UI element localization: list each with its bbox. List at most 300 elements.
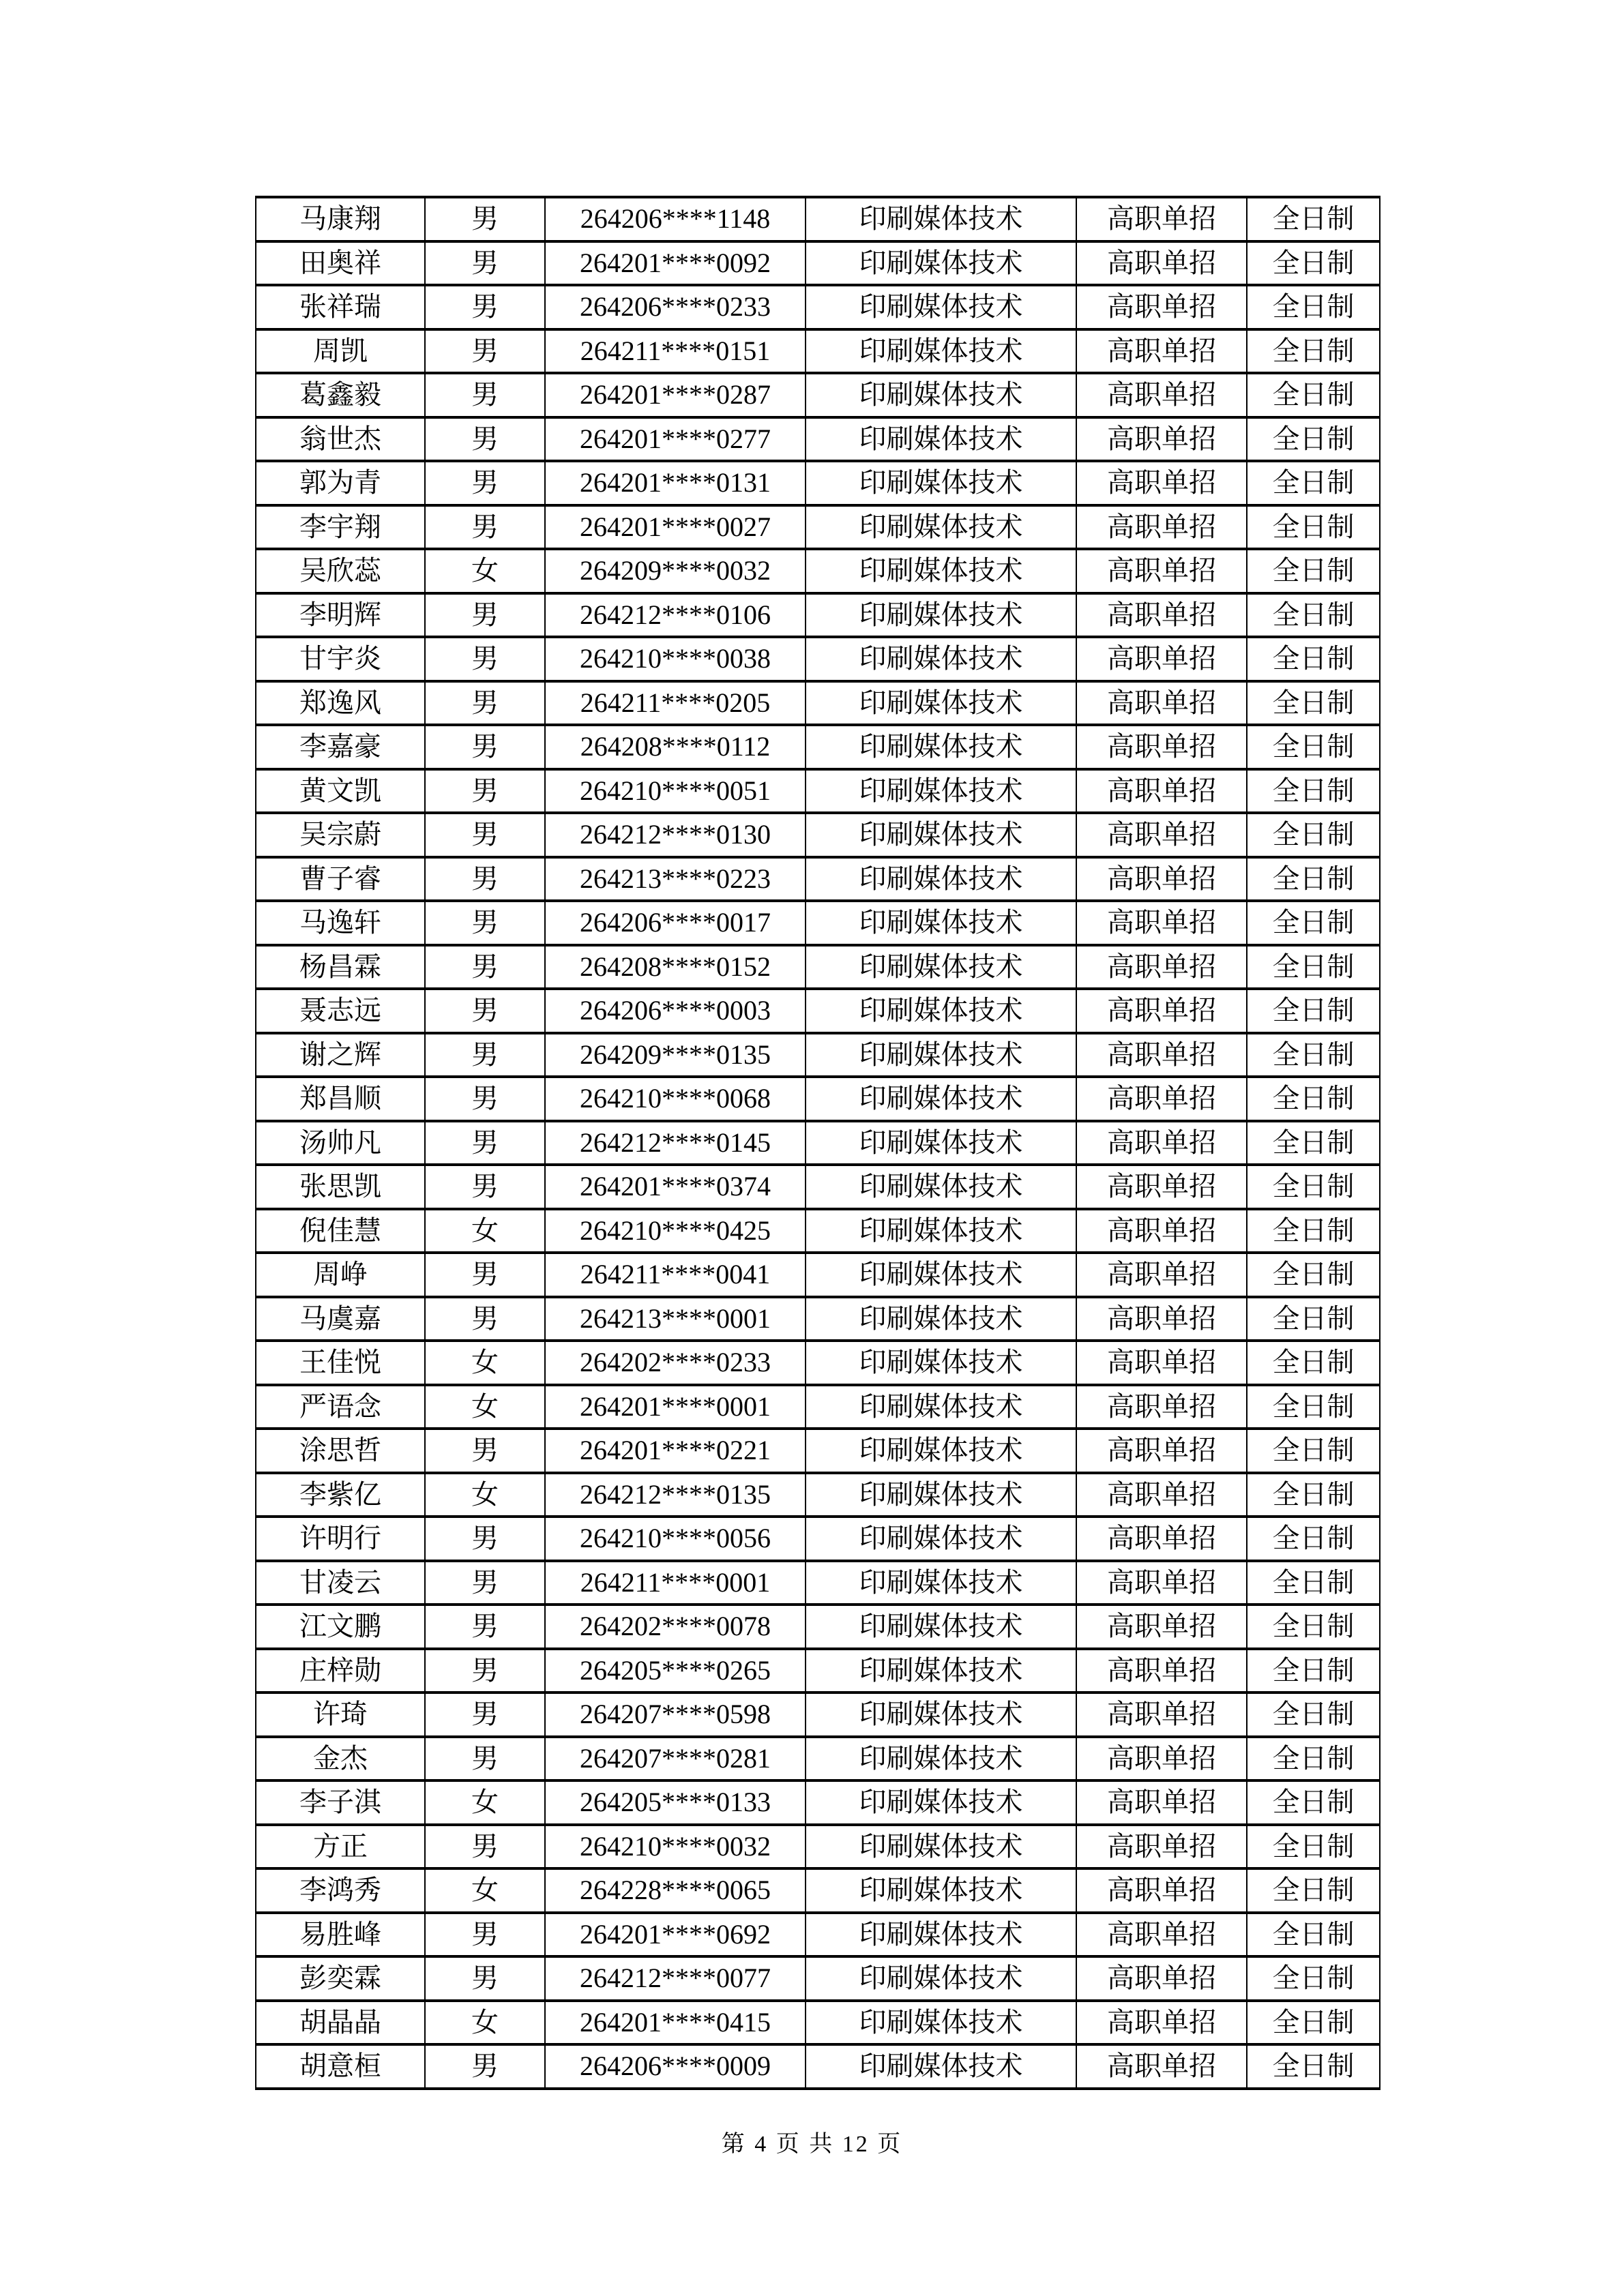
cell-admission-type: 高职单招: [1076, 637, 1247, 681]
cell-major: 印刷媒体技术: [806, 417, 1076, 462]
cell-gender: 男: [425, 1121, 545, 1165]
cell-admission-type: 高职单招: [1076, 2044, 1247, 2089]
cell-gender: 男: [425, 197, 545, 241]
cell-admission-type: 高职单招: [1076, 769, 1247, 814]
cell-major: 印刷媒体技术: [806, 945, 1076, 989]
cell-admission-type: 高职单招: [1076, 1693, 1247, 1737]
cell-study-mode: 全日制: [1247, 945, 1380, 989]
cell-major: 印刷媒体技术: [806, 2001, 1076, 2045]
cell-name: 李嘉豪: [256, 725, 425, 769]
cell-major: 印刷媒体技术: [806, 1780, 1076, 1825]
cell-admission-type: 高职单招: [1076, 241, 1247, 286]
cell-study-mode: 全日制: [1247, 1429, 1380, 1473]
table-row: [256, 1473, 1380, 1517]
cell-name: 严语念: [256, 1385, 425, 1429]
cell-gender: 男: [425, 593, 545, 638]
cell-major: 印刷媒体技术: [806, 505, 1076, 550]
cell-study-mode: 全日制: [1247, 1033, 1380, 1077]
cell-id-number: 264212****0145: [545, 1121, 806, 1165]
cell-name: 李鸿秀: [256, 1868, 425, 1913]
table-row: [256, 901, 1380, 945]
cell-id-number: 264206****0003: [545, 989, 806, 1033]
cell-admission-type: 高职单招: [1076, 1825, 1247, 1869]
cell-admission-type: 高职单招: [1076, 373, 1247, 417]
cell-major: 印刷媒体技术: [806, 857, 1076, 901]
cell-id-number: 264201****0001: [545, 1385, 806, 1429]
cell-gender: 男: [425, 1429, 545, 1473]
cell-gender: 女: [425, 1780, 545, 1825]
cell-name: 彭奕霖: [256, 1956, 425, 2001]
cell-study-mode: 全日制: [1247, 681, 1380, 726]
cell-id-number: 264201****0027: [545, 505, 806, 550]
cell-major: 印刷媒体技术: [806, 549, 1076, 593]
cell-study-mode: 全日制: [1247, 2001, 1380, 2045]
cell-admission-type: 高职单招: [1076, 945, 1247, 989]
cell-gender: 男: [425, 1033, 545, 1077]
cell-id-number: 264205****0265: [545, 1649, 806, 1693]
table-row: [256, 681, 1380, 726]
table-row: [256, 1253, 1380, 1297]
cell-admission-type: 高职单招: [1076, 1780, 1247, 1825]
cell-admission-type: 高职单招: [1076, 1033, 1247, 1077]
cell-gender: 女: [425, 1473, 545, 1517]
cell-gender: 男: [425, 945, 545, 989]
table-row: [256, 1605, 1380, 1649]
cell-id-number: 264210****0056: [545, 1517, 806, 1561]
cell-gender: 女: [425, 1341, 545, 1385]
cell-gender: 男: [425, 857, 545, 901]
cell-gender: 男: [425, 769, 545, 814]
cell-gender: 女: [425, 549, 545, 593]
cell-id-number: 264201****0277: [545, 417, 806, 462]
cell-id-number: 264208****0112: [545, 725, 806, 769]
cell-name: 黄文凯: [256, 769, 425, 814]
cell-admission-type: 高职单招: [1076, 901, 1247, 945]
cell-name: 倪佳慧: [256, 1209, 425, 1253]
cell-gender: 男: [425, 1737, 545, 1781]
cell-gender: 男: [425, 1297, 545, 1341]
cell-id-number: 264206****0233: [545, 285, 806, 329]
cell-study-mode: 全日制: [1247, 549, 1380, 593]
cell-admission-type: 高职单招: [1076, 197, 1247, 241]
cell-admission-type: 高职单招: [1076, 1121, 1247, 1165]
cell-id-number: 264206****0017: [545, 901, 806, 945]
cell-study-mode: 全日制: [1247, 593, 1380, 638]
cell-name: 吴欣蕊: [256, 549, 425, 593]
cell-admission-type: 高职单招: [1076, 549, 1247, 593]
cell-major: 印刷媒体技术: [806, 1033, 1076, 1077]
cell-admission-type: 高职单招: [1076, 1209, 1247, 1253]
table-row: [256, 637, 1380, 681]
cell-study-mode: 全日制: [1247, 769, 1380, 814]
cell-major: 印刷媒体技术: [806, 989, 1076, 1033]
cell-study-mode: 全日制: [1247, 813, 1380, 857]
cell-name: 许明行: [256, 1517, 425, 1561]
cell-study-mode: 全日制: [1247, 1253, 1380, 1297]
cell-study-mode: 全日制: [1247, 1165, 1380, 1209]
cell-id-number: 264202****0078: [545, 1605, 806, 1649]
cell-id-number: 264201****0131: [545, 461, 806, 505]
cell-name: 张祥瑞: [256, 285, 425, 329]
cell-major: 印刷媒体技术: [806, 197, 1076, 241]
cell-major: 印刷媒体技术: [806, 681, 1076, 726]
cell-name: 周凯: [256, 329, 425, 374]
cell-id-number: 264206****0009: [545, 2044, 806, 2089]
table-row: [256, 1297, 1380, 1341]
table-row: [256, 329, 1380, 374]
cell-admission-type: 高职单招: [1076, 1649, 1247, 1693]
cell-gender: 男: [425, 1165, 545, 1209]
cell-study-mode: 全日制: [1247, 241, 1380, 286]
cell-gender: 男: [425, 681, 545, 726]
table-row: [256, 549, 1380, 593]
cell-id-number: 264211****0041: [545, 1253, 806, 1297]
cell-id-number: 264207****0281: [545, 1737, 806, 1781]
cell-admission-type: 高职单招: [1076, 1297, 1247, 1341]
cell-admission-type: 高职单招: [1076, 285, 1247, 329]
table-row: [256, 1077, 1380, 1121]
cell-name: 涂思哲: [256, 1429, 425, 1473]
cell-id-number: 264228****0065: [545, 1868, 806, 1913]
cell-gender: 男: [425, 1561, 545, 1605]
cell-admission-type: 高职单招: [1076, 681, 1247, 726]
cell-study-mode: 全日制: [1247, 901, 1380, 945]
cell-id-number: 264212****0077: [545, 1956, 806, 2001]
table-row: [256, 197, 1380, 241]
cell-study-mode: 全日制: [1247, 989, 1380, 1033]
table-row: [256, 1825, 1380, 1869]
cell-id-number: 264201****0092: [545, 241, 806, 286]
cell-gender: 男: [425, 1956, 545, 2001]
cell-admission-type: 高职单招: [1076, 813, 1247, 857]
cell-id-number: 264210****0038: [545, 637, 806, 681]
cell-name: 田奥祥: [256, 241, 425, 286]
table-row: [256, 2044, 1380, 2089]
cell-gender: 男: [425, 1913, 545, 1957]
cell-study-mode: 全日制: [1247, 1780, 1380, 1825]
cell-major: 印刷媒体技术: [806, 1077, 1076, 1121]
cell-name: 李宇翔: [256, 505, 425, 550]
cell-major: 印刷媒体技术: [806, 1341, 1076, 1385]
cell-id-number: 264201****0374: [545, 1165, 806, 1209]
table-row: [256, 1385, 1380, 1429]
cell-major: 印刷媒体技术: [806, 813, 1076, 857]
cell-name: 杨昌霖: [256, 945, 425, 989]
cell-name: 甘凌云: [256, 1561, 425, 1605]
cell-major: 印刷媒体技术: [806, 1517, 1076, 1561]
cell-study-mode: 全日制: [1247, 285, 1380, 329]
cell-gender: 男: [425, 901, 545, 945]
cell-name: 胡晶晶: [256, 2001, 425, 2045]
cell-study-mode: 全日制: [1247, 1913, 1380, 1957]
student-roster-table: [255, 196, 1381, 2090]
cell-admission-type: 高职单招: [1076, 329, 1247, 374]
cell-admission-type: 高职单招: [1076, 1737, 1247, 1781]
cell-id-number: 264213****0001: [545, 1297, 806, 1341]
cell-major: 印刷媒体技术: [806, 1561, 1076, 1605]
cell-admission-type: 高职单招: [1076, 857, 1247, 901]
cell-id-number: 264212****0130: [545, 813, 806, 857]
cell-study-mode: 全日制: [1247, 1121, 1380, 1165]
cell-id-number: 264210****0068: [545, 1077, 806, 1121]
cell-id-number: 264201****0221: [545, 1429, 806, 1473]
cell-study-mode: 全日制: [1247, 1693, 1380, 1737]
cell-name: 周峥: [256, 1253, 425, 1297]
cell-major: 印刷媒体技术: [806, 1649, 1076, 1693]
table-row: [256, 1165, 1380, 1209]
cell-gender: 男: [425, 1825, 545, 1869]
cell-name: 郭为青: [256, 461, 425, 505]
cell-admission-type: 高职单招: [1076, 1868, 1247, 1913]
cell-admission-type: 高职单招: [1076, 417, 1247, 462]
cell-major: 印刷媒体技术: [806, 1165, 1076, 1209]
cell-gender: 男: [425, 2044, 545, 2089]
cell-id-number: 264207****0598: [545, 1693, 806, 1737]
cell-name: 甘宇炎: [256, 637, 425, 681]
cell-gender: 男: [425, 989, 545, 1033]
cell-study-mode: 全日制: [1247, 725, 1380, 769]
cell-major: 印刷媒体技术: [806, 1868, 1076, 1913]
cell-study-mode: 全日制: [1247, 1385, 1380, 1429]
table-row: [256, 461, 1380, 505]
cell-name: 马虞嘉: [256, 1297, 425, 1341]
cell-gender: 男: [425, 1517, 545, 1561]
cell-name: 郑逸风: [256, 681, 425, 726]
cell-major: 印刷媒体技术: [806, 725, 1076, 769]
cell-major: 印刷媒体技术: [806, 373, 1076, 417]
cell-name: 李明辉: [256, 593, 425, 638]
cell-major: 印刷媒体技术: [806, 1473, 1076, 1517]
cell-id-number: 264211****0205: [545, 681, 806, 726]
cell-id-number: 264210****0051: [545, 769, 806, 814]
table-row: [256, 1561, 1380, 1605]
cell-name: 易胜峰: [256, 1913, 425, 1957]
cell-major: 印刷媒体技术: [806, 593, 1076, 638]
cell-major: 印刷媒体技术: [806, 637, 1076, 681]
cell-id-number: 264208****0152: [545, 945, 806, 989]
cell-name: 葛鑫毅: [256, 373, 425, 417]
cell-major: 印刷媒体技术: [806, 285, 1076, 329]
table-row: [256, 373, 1380, 417]
cell-id-number: 264201****0692: [545, 1913, 806, 1957]
cell-admission-type: 高职单招: [1076, 461, 1247, 505]
cell-study-mode: 全日制: [1247, 1737, 1380, 1781]
cell-major: 印刷媒体技术: [806, 769, 1076, 814]
cell-study-mode: 全日制: [1247, 197, 1380, 241]
cell-study-mode: 全日制: [1247, 417, 1380, 462]
cell-study-mode: 全日制: [1247, 461, 1380, 505]
table-row: [256, 1737, 1380, 1781]
cell-admission-type: 高职单招: [1076, 1956, 1247, 2001]
cell-admission-type: 高职单招: [1076, 1605, 1247, 1649]
cell-study-mode: 全日制: [1247, 1341, 1380, 1385]
cell-major: 印刷媒体技术: [806, 2044, 1076, 2089]
cell-admission-type: 高职单招: [1076, 1385, 1247, 1429]
table-row: [256, 1956, 1380, 2001]
cell-admission-type: 高职单招: [1076, 1165, 1247, 1209]
cell-gender: 女: [425, 2001, 545, 2045]
table-row: [256, 769, 1380, 814]
cell-study-mode: 全日制: [1247, 1209, 1380, 1253]
cell-admission-type: 高职单招: [1076, 1473, 1247, 1517]
cell-id-number: 264210****0032: [545, 1825, 806, 1869]
cell-gender: 男: [425, 285, 545, 329]
cell-gender: 男: [425, 417, 545, 462]
table-row: [256, 1209, 1380, 1253]
page-number-text: 第 4 页 共 12 页: [721, 2132, 903, 2157]
table-row: [256, 857, 1380, 901]
cell-study-mode: 全日制: [1247, 1561, 1380, 1605]
cell-major: 印刷媒体技术: [806, 1693, 1076, 1737]
table-row: [256, 285, 1380, 329]
cell-gender: 男: [425, 329, 545, 374]
table-row: [256, 813, 1380, 857]
cell-id-number: 264211****0001: [545, 1561, 806, 1605]
cell-id-number: 264209****0032: [545, 549, 806, 593]
cell-name: 江文鹏: [256, 1605, 425, 1649]
table-row: [256, 2001, 1380, 2045]
cell-gender: 男: [425, 1649, 545, 1693]
table-row: [256, 1693, 1380, 1737]
cell-major: 印刷媒体技术: [806, 329, 1076, 374]
cell-major: 印刷媒体技术: [806, 1429, 1076, 1473]
cell-major: 印刷媒体技术: [806, 1121, 1076, 1165]
cell-major: 印刷媒体技术: [806, 1825, 1076, 1869]
cell-study-mode: 全日制: [1247, 1956, 1380, 2001]
table-row: [256, 945, 1380, 989]
cell-gender: 女: [425, 1385, 545, 1429]
cell-name: 张思凯: [256, 1165, 425, 1209]
cell-name: 聂志远: [256, 989, 425, 1033]
table-row: [256, 725, 1380, 769]
cell-major: 印刷媒体技术: [806, 1253, 1076, 1297]
cell-gender: 男: [425, 1693, 545, 1737]
cell-id-number: 264210****0425: [545, 1209, 806, 1253]
cell-study-mode: 全日制: [1247, 1649, 1380, 1693]
table-row: [256, 989, 1380, 1033]
cell-name: 汤帅凡: [256, 1121, 425, 1165]
cell-gender: 男: [425, 813, 545, 857]
cell-major: 印刷媒体技术: [806, 901, 1076, 945]
cell-major: 印刷媒体技术: [806, 1956, 1076, 2001]
cell-id-number: 264212****0135: [545, 1473, 806, 1517]
cell-major: 印刷媒体技术: [806, 241, 1076, 286]
cell-major: 印刷媒体技术: [806, 1605, 1076, 1649]
cell-major: 印刷媒体技术: [806, 461, 1076, 505]
cell-admission-type: 高职单招: [1076, 1429, 1247, 1473]
cell-study-mode: 全日制: [1247, 1605, 1380, 1649]
cell-admission-type: 高职单招: [1076, 1561, 1247, 1605]
cell-gender: 男: [425, 1253, 545, 1297]
table-row: [256, 505, 1380, 550]
cell-major: 印刷媒体技术: [806, 1385, 1076, 1429]
table-row: [256, 417, 1380, 462]
cell-name: 吴宗蔚: [256, 813, 425, 857]
table-row: [256, 1913, 1380, 1957]
cell-gender: 男: [425, 241, 545, 286]
cell-gender: 男: [425, 505, 545, 550]
cell-study-mode: 全日制: [1247, 1077, 1380, 1121]
page-footer: [0, 2125, 1624, 2158]
cell-name: 许琦: [256, 1693, 425, 1737]
cell-name: 胡意桓: [256, 2044, 425, 2089]
table-row: [256, 241, 1380, 286]
table-row: [256, 1121, 1380, 1165]
cell-study-mode: 全日制: [1247, 1297, 1380, 1341]
cell-id-number: 264205****0133: [545, 1780, 806, 1825]
cell-gender: 女: [425, 1868, 545, 1913]
cell-name: 谢之辉: [256, 1033, 425, 1077]
cell-major: 印刷媒体技术: [806, 1737, 1076, 1781]
cell-id-number: 264211****0151: [545, 329, 806, 374]
table-row: [256, 1033, 1380, 1077]
table-row: [256, 1649, 1380, 1693]
cell-study-mode: 全日制: [1247, 1473, 1380, 1517]
cell-major: 印刷媒体技术: [806, 1209, 1076, 1253]
cell-admission-type: 高职单招: [1076, 593, 1247, 638]
roster-body: [256, 197, 1380, 2089]
cell-gender: 男: [425, 725, 545, 769]
cell-name: 马康翔: [256, 197, 425, 241]
table-row: [256, 1868, 1380, 1913]
cell-admission-type: 高职单招: [1076, 725, 1247, 769]
cell-name: 曹子睿: [256, 857, 425, 901]
cell-study-mode: 全日制: [1247, 373, 1380, 417]
cell-admission-type: 高职单招: [1076, 505, 1247, 550]
cell-major: 印刷媒体技术: [806, 1913, 1076, 1957]
cell-admission-type: 高职单招: [1076, 1341, 1247, 1385]
cell-gender: 男: [425, 1605, 545, 1649]
cell-gender: 男: [425, 1077, 545, 1121]
cell-name: 金杰: [256, 1737, 425, 1781]
cell-id-number: 264201****0415: [545, 2001, 806, 2045]
cell-name: 庄梓勋: [256, 1649, 425, 1693]
cell-study-mode: 全日制: [1247, 857, 1380, 901]
cell-id-number: 264213****0223: [545, 857, 806, 901]
cell-study-mode: 全日制: [1247, 637, 1380, 681]
cell-name: 王佳悦: [256, 1341, 425, 1385]
cell-major: 印刷媒体技术: [806, 1297, 1076, 1341]
cell-study-mode: 全日制: [1247, 1868, 1380, 1913]
cell-name: 李紫亿: [256, 1473, 425, 1517]
cell-id-number: 264201****0287: [545, 373, 806, 417]
cell-study-mode: 全日制: [1247, 1825, 1380, 1869]
table-row: [256, 1341, 1380, 1385]
table-row: [256, 1780, 1380, 1825]
cell-study-mode: 全日制: [1247, 1517, 1380, 1561]
cell-admission-type: 高职单招: [1076, 1517, 1247, 1561]
cell-study-mode: 全日制: [1247, 505, 1380, 550]
cell-admission-type: 高职单招: [1076, 1913, 1247, 1957]
cell-name: 翁世杰: [256, 417, 425, 462]
table-row: [256, 1429, 1380, 1473]
cell-id-number: 264206****1148: [545, 197, 806, 241]
cell-name: 马逸轩: [256, 901, 425, 945]
cell-id-number: 264202****0233: [545, 1341, 806, 1385]
cell-study-mode: 全日制: [1247, 2044, 1380, 2089]
cell-admission-type: 高职单招: [1076, 2001, 1247, 2045]
cell-id-number: 264212****0106: [545, 593, 806, 638]
cell-admission-type: 高职单招: [1076, 989, 1247, 1033]
cell-gender: 男: [425, 461, 545, 505]
table-row: [256, 593, 1380, 638]
cell-admission-type: 高职单招: [1076, 1077, 1247, 1121]
cell-gender: 男: [425, 373, 545, 417]
cell-id-number: 264209****0135: [545, 1033, 806, 1077]
cell-gender: 女: [425, 1209, 545, 1253]
cell-gender: 男: [425, 637, 545, 681]
table-row: [256, 1517, 1380, 1561]
